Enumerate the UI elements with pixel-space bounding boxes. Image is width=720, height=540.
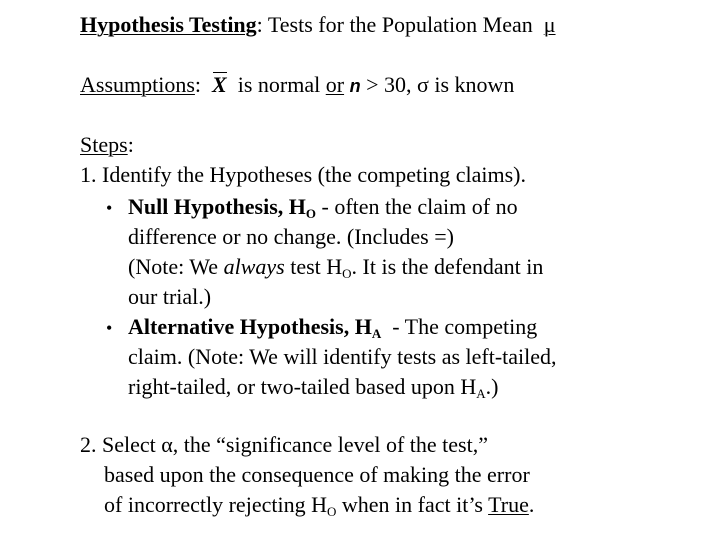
assumptions-label: Assumptions xyxy=(80,72,195,97)
step-1: 1. Identify the Hypotheses (the competing claims). xyxy=(80,162,526,187)
step-2-a: of incorrectly rejecting H xyxy=(104,492,327,517)
steps-heading xyxy=(80,132,134,158)
null-note-sub: O xyxy=(342,266,352,281)
assumption-n-sigma: > 30, σ is known xyxy=(366,72,515,97)
alt-hypothesis-line-2: claim. (Note: We will identify tests as left-tailed, xyxy=(128,344,557,369)
null-note-a: (Note: We xyxy=(128,254,224,279)
assumptions-line xyxy=(80,72,514,99)
null-sub: O xyxy=(305,206,316,221)
steps-colon: : xyxy=(127,132,134,157)
bullet-icon: • xyxy=(106,318,113,338)
null-note-d: . It is the defendant in xyxy=(351,254,544,279)
alt-note-b: .) xyxy=(485,374,499,399)
null-note-always: always xyxy=(223,254,285,279)
assumption-normal: is normal xyxy=(237,72,321,97)
null-hypothesis-line-2: difference or no change. (Includes =) xyxy=(128,224,454,249)
alt-hypothesis-line-3 xyxy=(128,374,498,407)
null-note-c: test H xyxy=(284,254,343,279)
alt-hypothesis-heading: Alternative Hypothesis, H xyxy=(128,314,372,339)
step-2-line-1: 2. Select α, the “significance level of the test,” xyxy=(80,432,488,457)
step-2-b: when in fact it’s xyxy=(336,492,489,517)
step-2-sub: O xyxy=(326,504,337,519)
alt-sub: A xyxy=(371,326,382,341)
null-hypothesis-line-1 xyxy=(106,194,518,227)
alt-rest: - The competing xyxy=(392,314,538,339)
alt-note-sub: A xyxy=(476,386,486,401)
title xyxy=(80,12,556,38)
null-rest: - often the claim of no xyxy=(321,194,518,219)
n-symbol: n xyxy=(349,76,361,96)
bullet-icon: • xyxy=(106,198,113,218)
assumption-or: or xyxy=(325,72,345,97)
title-bold: Hypothesis Testing xyxy=(80,12,257,37)
step-2-line-3 xyxy=(104,492,534,525)
null-hypothesis-line-3 xyxy=(128,254,543,287)
assumptions-colon: : xyxy=(194,72,202,97)
alt-note-a: right-tailed, or two-tailed based upon H xyxy=(128,374,477,399)
steps-label: Steps xyxy=(80,132,128,157)
x-bar-symbol: X xyxy=(212,72,227,97)
null-hypothesis-heading: Null Hypothesis, H xyxy=(128,194,306,219)
step-2-true: True xyxy=(488,492,529,517)
null-hypothesis-line-4: our trial.) xyxy=(128,284,212,309)
alt-hypothesis-line-1 xyxy=(106,314,537,347)
title-rest: : Tests for the Population Mean xyxy=(256,12,533,37)
step-2-period: . xyxy=(528,492,535,517)
title-mu-symbol: μ xyxy=(543,12,556,37)
step-2-line-2: based upon the consequence of making the error xyxy=(104,462,530,487)
